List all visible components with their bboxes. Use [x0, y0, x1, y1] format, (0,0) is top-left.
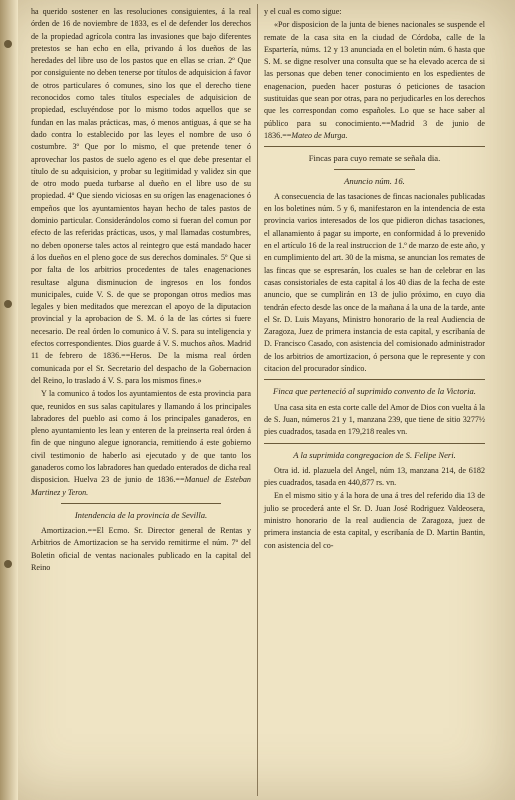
- short-divider: [334, 169, 415, 170]
- right-paragraph-3: A consecuencia de las tasaciones de fincas nacionales publicadas en los boletines núm. 5 y 6, manifestaron en la intendencia de esta provincia varios interesados de los que pidieron dichas tasaciones, el allanamiento á pagar su importe, en conformidad á lo prevenido en el artículo 16 de la real instruccion de 1.º de marzo de este año, y en cumplimiento del art. 30 de la misma, se anuncian los remates de las fincas que se espresarán, los cuales se han de celebrar en las casas consistoriales de esta capital á los 40 dias de la fecha de este anuncio, que se cumplirán en 13 de julio próximo, en cuyo dia tendrán efecto desde las once de la mañana á la una de la tarde, ante el Sr. D. Luis Mayans, Ministro honorario de la real Audiencia de Zaragoza, Juez de primera instancia de esta capital, y escribanía de D. Francisco Casado, con asistencia del comisionado administrador de los arbitrios de amortizacion, ó persona que le represente y con citacion del procurador síndico.: [264, 191, 485, 374]
- right-heading-congregacion: A la suprimida congregacion de S. Felipe Neri.: [293, 449, 456, 460]
- section-divider: [264, 379, 485, 380]
- left-column: [31, 6, 251, 794]
- left-section-heading: Intendencia de la provincia de Sevilla.: [74, 509, 208, 520]
- right-paragraph-6: En el mismo sitio y á la hora de una á tres del referido dia 13 de julio se procederá ante el Sr. D. Juan José Rodriguez Valdeosera, ministro honorario de la real audiencia de Zaragoza, juez de primera instancia de esta capital, y escribanía de D. Martin Bantin, con asistencia del co-: [264, 491, 485, 550]
- right-column: [264, 6, 485, 794]
- left-paragraph-2-text: Y la comunico á todos los ayuntamientos de esta provincia para que, reunidos en sus salas capitulares y llamando á los principales labradores del pueblo asi como á los principales ganaderos, en pleno ayuntamiento les lean y enteren de la preinserta real órden á fin de que ninguno alegue ignorancia, remitiendo á este gobierno civil testimonio de haberlo asi ejecutado y de que tanto los ganaderos como los labradores han quedado enterados de dicha real disposicion. Huelva 23 de junio de 1836.==: [31, 389, 251, 485]
- right-paragraph-4: Una casa sita en esta corte calle del Amor de Dios con vuelta á la de S. Juan, números 21 y 1, manzana 239, que tiene de sitio 3277½ pies cuadrados, tasada en 179,218 reales vn.: [264, 402, 485, 437]
- left-paragraph-1: ha querido sostener en las resoluciones consiguientes, á la real órden de 16 de noviembre de 1833, es el de defender los derechos de la propiedad agrícola contra las invasiones que bajo diferentes pretestos se han echo en ella, privando á los dueños de las heredades del libre uso de los pastos que en ellas se crian. 2º Que por consiguiente no deben tenerse por títulos de adquisicion á favor de otros particulares ó comunes, sino los que el derecho tiene reconocidos como tales títulos especiales de adquisicion de propiedad, escluyéndose por lo mismo todos aquellos que se fundan en las malas prácticas, mas, ó menos antiguas, á que se ha dado contra lo establecido por las leyes el nombre de uso ó costumbre. 3º Que por lo mismo, el que pretende tener ó aprovechar los pastos de suelo ageno es el que debe presentar el título de su adquisicion, y probar su legitimidad y validez sin que de otro modo pueda turbarse al dueño en el libre uso de su propiedad. 4º Que siendo viciosas en su orígen las enagenaciones ó empeños que los ayuntamientos hayan hecho de tales pastos de dominio particular. Considerándolos como si fueran del comun por efecto de las referidas prácticas, usos, y mal llamadas costumbres, no deben oponerse tales actos al reintegro que está mandado hacer á los dueños en el pleno goce de sus derechos dominales. 5º Que si por falta de los arbitrios procedentes de tales enagenaciones resultase alguna disminucion de ingresos en los fondos municipales, cuide V. S. de que se propongan otros medios mas legales y bien meditados que merezcan el apoyo de la diputacion provincial y la aprobacion de S. M. ó la de las córtes si fuere necesario. De real órden lo comunico á V. S. para su inteligencia y efectos correspondientes. Dios guarde á V. S. muchos años. Madrid 11 de febrero de 1836.==Heros. De la misma real órden comunicada por el Sr. Secretario del despacho de la Gobernacion del Reino, lo traslado á V. S. para los mismos fines.»: [31, 7, 251, 385]
- right-paragraph-1: y el cual es como sigue:: [264, 7, 342, 16]
- right-paragraph-2: [264, 19, 485, 142]
- section-divider: [264, 146, 485, 147]
- binding-hole: [4, 40, 12, 48]
- left-signature: Manuel de Esteban Martinez y Teron.: [31, 475, 251, 497]
- right-paragraph-5: Otra id. id. plazuela del Angel, núm 13, manzana 214, de 6182 pies cuadrados, tasada en 440,877 rs. vn.: [264, 465, 485, 488]
- left-paragraph-3: Amortizacion.==El Ecmo. Sr. Director general de Rentas y Arbitrios de Amortizacion se ha servido remitirme el núm. 7º del Boletin oficial de ventas nacionales publicado en la capital del Reino: [31, 526, 251, 573]
- section-divider: [264, 443, 485, 444]
- binding-hole: [4, 300, 12, 308]
- section-divider: [61, 503, 221, 504]
- right-heading-fincas: Fincas para cuyo remate se señala dia.: [308, 153, 441, 164]
- left-paragraph-2: [31, 388, 251, 499]
- column-rule: [257, 4, 258, 796]
- right-paragraph-2-text: «Por disposicion de la junta de bienes nacionales se suspende el remate de la casa sita en la ciudad de Córdoba, calle de la Espartería, núms. 12 y 13 anunciada en el boletin núm. 6 hasta que S. M. se digne resolver una consulta que se ha elevado acerca de si las personas que deben tener conocimiento en los espedientes de enagenacion, pueden hacer posturas ó peticiones de tasacion sustituidas que sean por otras, para no perjudicarles en los derechos que les correspondan como españoles. Lo que se hace saber al público para su conocimiento.==Madrid 3 de junio de 1836.==: [264, 20, 485, 140]
- binding-hole: [4, 560, 12, 568]
- right-heading-anuncio: Anuncio núm. 16.: [344, 175, 405, 186]
- right-signature: Mateo de Murga.: [291, 130, 348, 140]
- right-heading-convento: Finca que perteneció al suprimido convento de la Victoria.: [273, 386, 476, 397]
- page-binding-edge: [0, 0, 18, 800]
